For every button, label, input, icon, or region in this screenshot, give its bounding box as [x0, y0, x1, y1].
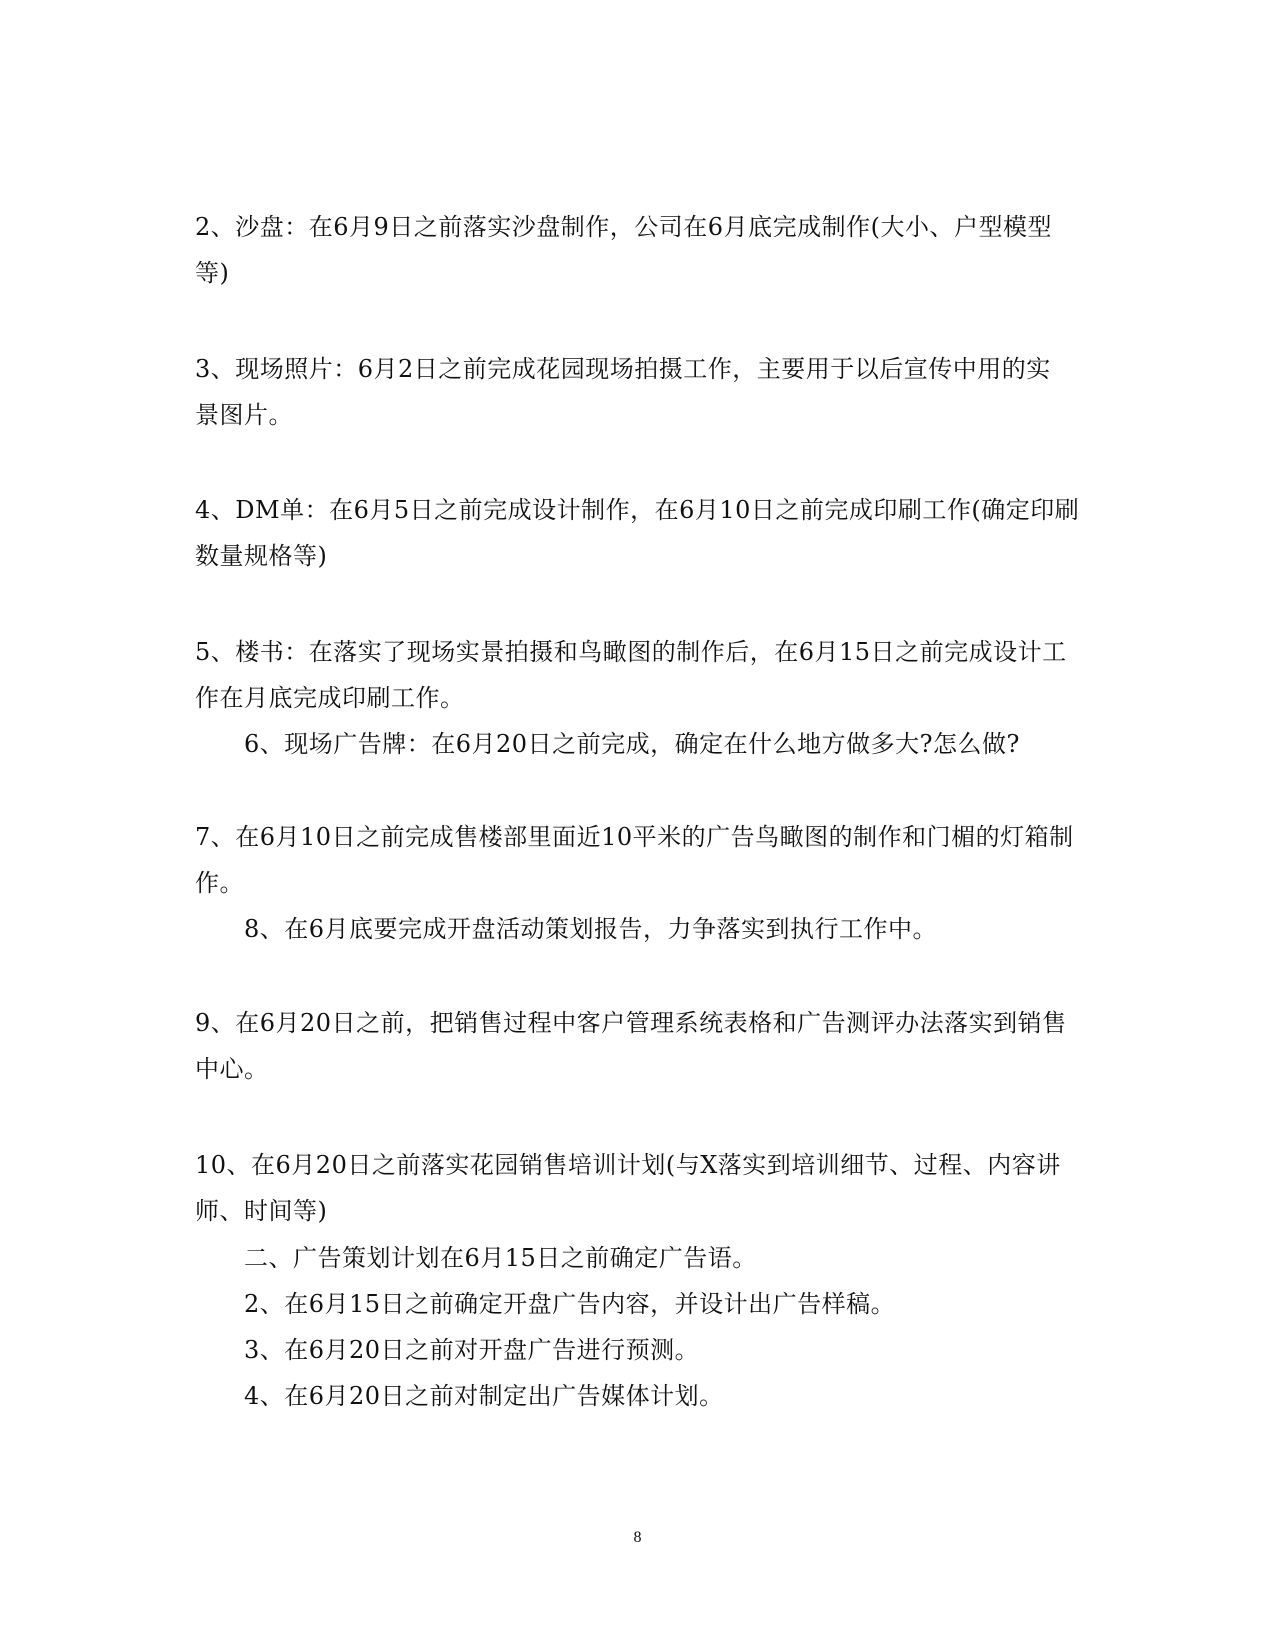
paragraph-line: 数量规格等)	[195, 542, 328, 570]
paragraph-line: 3、现场照片：6月2日之前完成花园现场拍摄工作，主要用于以后宣传中用的实	[195, 355, 1051, 383]
paragraph-line: 8、在6月底要完成开盘活动策划报告，力争落实到执行工作中。	[244, 915, 938, 943]
paragraph-line: 2、在6月15日之前确定开盘广告内容，并设计出广告样稿。	[244, 1290, 896, 1318]
paragraph-line: 等)	[195, 259, 230, 287]
paragraph-line: 4、在6月20日之前对制定出广告媒体计划。	[244, 1382, 724, 1410]
paragraph-line: 景图片。	[195, 401, 293, 429]
paragraph-line: 4、DM单：在6月5日之前完成设计制作，在6月10日之前完成印刷工作(确定印刷	[195, 496, 1080, 524]
paragraph-line: 2、沙盘：在6月9日之前落实沙盘制作，公司在6月底完成制作(大小、户型模型	[195, 213, 1052, 241]
paragraph-line: 6、现场广告牌：在6月20日之前完成，确定在什么地方做多大?怎么做?	[244, 730, 1020, 758]
paragraph-line: 5、楼书：在落实了现场实景拍摄和鸟瞰图的制作后，在6月15日之前完成设计工	[195, 638, 1067, 666]
paragraph-line: 作在月底完成印刷工作。	[195, 684, 465, 712]
paragraph-line: 3、在6月20日之前对开盘广告进行预测。	[244, 1336, 700, 1364]
paragraph-line: 7、在6月10日之前完成售楼部里面近10平米的广告鸟瞰图的制作和门楣的灯箱制	[195, 823, 1074, 851]
paragraph-line: 10、在6月20日之前落实花园销售培训计划(与X落实到培训细节、过程、内容讲	[195, 1151, 1061, 1179]
paragraph-line: 9、在6月20日之前，把销售过程中客户管理系统表格和广告测评办法落实到销售	[195, 1009, 1067, 1037]
paragraph-line: 中心。	[195, 1055, 269, 1083]
paragraph-line: 师、时间等)	[195, 1197, 328, 1225]
page-number: 8	[633, 1529, 642, 1546]
paragraph-line: 作。	[195, 869, 244, 897]
paragraph-line: 二、广告策划计划在6月15日之前确定广告语。	[244, 1244, 757, 1272]
